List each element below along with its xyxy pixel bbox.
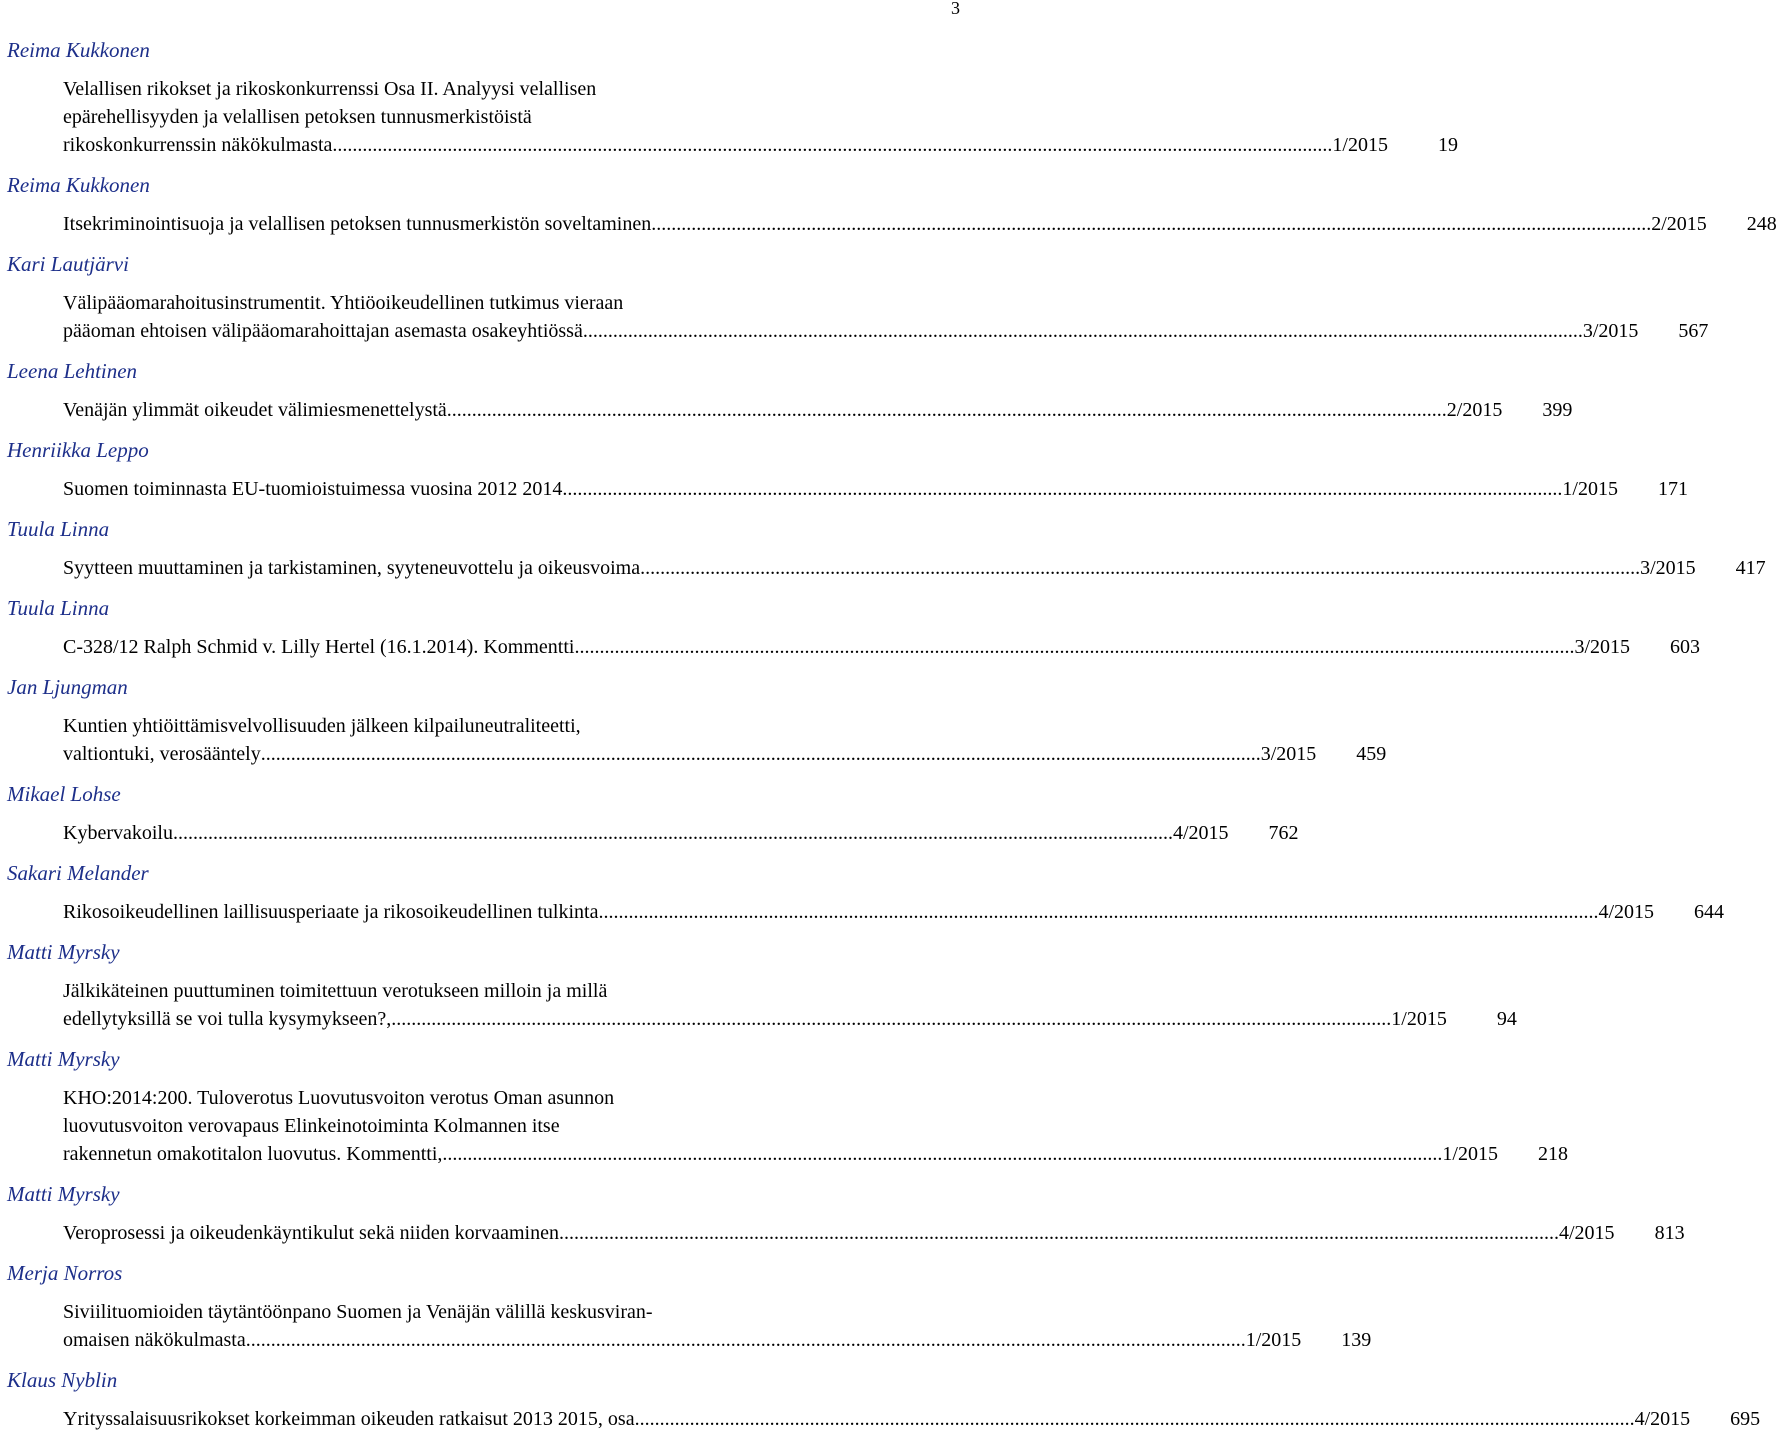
title-last-line <box>63 1405 1761 1433</box>
author-name: Klaus Nyblin <box>7 1368 118 1392</box>
dot-leader: ........................................................................................................................................................................................................ <box>391 1008 1392 1030</box>
page-reference: 695 <box>1730 1408 1761 1430</box>
dot-leader: ........................................................................................................................................................................................................ <box>442 1143 1443 1165</box>
index-entry <box>7 859 1725 926</box>
article-title <box>63 819 1299 847</box>
article-title <box>63 210 1777 238</box>
article-title <box>63 898 1725 926</box>
title-line: valtiontuki, verosääntely <box>63 743 261 765</box>
page-reference: 813 <box>1654 1222 1685 1244</box>
index-entry <box>7 594 1700 661</box>
index-entries <box>7 36 1777 1445</box>
article-title <box>63 75 1458 159</box>
author-name: Matti Myrsky <box>7 940 120 964</box>
title-last-line <box>63 554 1766 582</box>
article-title <box>63 1298 1372 1354</box>
article-title <box>63 396 1573 424</box>
title-line: edellytyksillä se voi tulla kysymykseen?, <box>63 1008 392 1030</box>
article-title <box>63 554 1766 582</box>
index-entry <box>7 1259 1372 1354</box>
article-title <box>63 289 1709 345</box>
dot-leader: ........................................................................................................................................................................................................ <box>634 1408 1635 1430</box>
issue-number: 1/2015 <box>1332 134 1388 156</box>
dot-leader: ........................................................................................................................................................................................................ <box>172 822 1173 844</box>
index-entry <box>7 1180 1685 1247</box>
issue-number: 3/2015 <box>1582 320 1639 342</box>
title-last-line <box>63 898 1725 926</box>
page-reference: 644 <box>1694 901 1725 923</box>
title-line: Kuntien yhtiöittämisvelvollisuuden jälkeen kilpailuneutraliteetti, <box>63 715 581 737</box>
issue-number: 1/2015 <box>1562 478 1618 500</box>
article-title <box>63 633 1700 661</box>
title-line: luovutusvoiton verovapaus Elinkeinotoiminta Kolmannen itse <box>63 1115 560 1137</box>
dot-leader: ........................................................................................................................................................................................................ <box>562 478 1563 500</box>
index-entry <box>7 1045 1568 1168</box>
author-name: Mikael Lohse <box>7 782 121 806</box>
author-name: Leena Lehtinen <box>7 359 138 383</box>
issue-number: 1/2015 <box>1391 1008 1447 1030</box>
page-reference: 248 <box>1746 213 1777 235</box>
author-name: Henriikka Leppo <box>7 438 149 462</box>
title-line: Yrityssalaisuusrikokset korkeimman oikeuden ratkaisut 2013 2015, osa <box>63 1408 635 1430</box>
title-last-line <box>63 633 1700 661</box>
author-name: Reima Kukkonen <box>7 173 150 197</box>
title-last-line <box>63 210 1777 238</box>
author-name: Matti Myrsky <box>7 1047 120 1071</box>
title-last-line <box>63 317 1709 345</box>
title-line: Veroprosessi ja oikeudenkäyntikulut sekä niiden korvaaminen <box>63 1222 559 1244</box>
title-line: KHO:2014:200. Tuloverotus Luovutusvoiton verotus Oman asunnon <box>63 1087 615 1109</box>
issue-number: 3/2015 <box>1640 557 1696 579</box>
article-title <box>63 712 1387 768</box>
title-line: Velallisen rikokset ja rikoskonkurrenssi Osa II. Analyysi velallisen <box>63 78 597 100</box>
title-last-line <box>63 1326 1372 1354</box>
author-name: Jan Ljungman <box>7 675 128 699</box>
author-name: Matti Myrsky <box>7 1182 120 1206</box>
issue-number: 3/2015 <box>1260 743 1317 765</box>
title-line: Rikosoikeudellinen laillisuusperiaate ja rikosoikeudellinen tulkinta <box>63 901 599 923</box>
issue-number: 1/2015 <box>1442 1143 1498 1165</box>
author-name: Tuula Linna <box>7 596 110 620</box>
page-reference: 762 <box>1268 822 1299 844</box>
title-line: C-328/12 Ralph Schmid v. Lilly Hertel (16.1.2014). Kommentti <box>63 636 575 658</box>
article-title <box>63 1219 1685 1247</box>
title-last-line <box>63 475 1688 503</box>
title-last-line <box>63 1219 1685 1247</box>
issue-number: 4/2015 <box>1172 822 1229 844</box>
page-reference: 171 <box>1657 478 1688 500</box>
page-reference: 603 <box>1670 636 1700 658</box>
title-last-line <box>63 819 1299 847</box>
title-line: Venäjän ylimmät oikeudet välimiesmenettelystä <box>63 399 447 421</box>
article-title <box>63 977 1517 1033</box>
dot-leader: ........................................................................................................................................................................................................ <box>598 901 1599 923</box>
index-entry <box>7 1366 1761 1433</box>
index-entry <box>7 515 1766 582</box>
issue-number: 2/2015 <box>1446 399 1503 421</box>
page-reference: 567 <box>1678 320 1709 342</box>
page-reference: 218 <box>1537 1143 1568 1165</box>
page-number: 3 <box>951 0 960 18</box>
author-name: Merja Norros <box>7 1261 123 1285</box>
page-reference: 459 <box>1356 743 1387 765</box>
dot-leader: ........................................................................................................................................................................................................ <box>446 399 1447 421</box>
article-title <box>63 1084 1568 1168</box>
title-last-line <box>63 1140 1568 1168</box>
title-line: Suomen toiminnasta EU-tuomioistuimessa vuosina 2012 2014 <box>63 478 563 500</box>
index-entry <box>7 171 1777 238</box>
title-last-line <box>63 396 1573 424</box>
index-entry <box>7 938 1517 1033</box>
dot-leader: ........................................................................................................................................................................................................ <box>574 636 1575 658</box>
dot-leader: ........................................................................................................................................................................................................ <box>582 320 1583 342</box>
title-line: Välipääomarahoitusinstrumentit. Yhtiöoikeudellinen tutkimus vieraan <box>63 292 624 314</box>
dot-leader: ........................................................................................................................................................................................................ <box>332 134 1333 156</box>
author-name: Reima Kukkonen <box>7 38 150 62</box>
dot-leader: ........................................................................................................................................................................................................ <box>559 1222 1559 1244</box>
author-name: Sakari Melander <box>7 861 149 885</box>
index-entry <box>7 357 1573 424</box>
title-line: epärehellisyyden ja velallisen petoksen tunnusmerkistöistä <box>63 106 532 128</box>
index-entry <box>7 780 1299 847</box>
index-entry <box>7 436 1688 503</box>
title-line: pääoman ehtoisen välipääomarahoittajan asemasta osakeyhtiössä <box>63 320 583 342</box>
issue-number: 3/2015 <box>1574 636 1630 658</box>
dot-leader: ........................................................................................................................................................................................................ <box>651 213 1652 235</box>
page-reference: 19 <box>1437 134 1458 156</box>
index-entry <box>7 36 1458 159</box>
dot-leader: ........................................................................................................................................................................................................ <box>260 743 1261 765</box>
title-line: Siviilituomioiden täytäntöönpano Suomen ja Venäjän välillä keskusviran- <box>63 1301 653 1323</box>
page-reference: 399 <box>1542 399 1573 421</box>
title-last-line <box>63 740 1387 768</box>
article-title <box>63 475 1688 503</box>
page-reference: 94 <box>1496 1008 1517 1030</box>
title-line: Itsekriminointisuoja ja velallisen petoksen tunnusmerkistön soveltaminen <box>63 213 652 235</box>
author-name: Tuula Linna <box>7 517 110 541</box>
title-line: rikoskonkurrenssin näkökulmasta <box>63 134 333 156</box>
page-reference: 139 <box>1341 1329 1372 1351</box>
title-line: rakennetun omakotitalon luovutus. Kommentti, <box>63 1143 443 1165</box>
title-line: Kybervakoilu <box>63 822 173 844</box>
page-reference: 417 <box>1735 557 1766 579</box>
issue-number: 4/2015 <box>1598 901 1655 923</box>
index-entry <box>7 673 1387 768</box>
title-line: Jälkikäteinen puuttuminen toimitettuun verotukseen milloin ja millä <box>63 980 608 1002</box>
issue-number: 4/2015 <box>1634 1408 1691 1430</box>
title-last-line <box>63 131 1458 159</box>
title-line: omaisen näkökulmasta <box>63 1329 246 1351</box>
title-line: Syytteen muuttaminen ja tarkistaminen, syyteneuvottelu ja oikeusvoima <box>63 557 641 579</box>
article-title <box>63 1405 1761 1433</box>
issue-number: 2/2015 <box>1651 213 1707 235</box>
author-name: Kari Lautjärvi <box>7 252 129 276</box>
dot-leader: ........................................................................................................................................................................................................ <box>640 557 1641 579</box>
issue-number: 1/2015 <box>1245 1329 1302 1351</box>
dot-leader: ........................................................................................................................................................................................................ <box>245 1329 1246 1351</box>
title-last-line <box>63 1005 1517 1033</box>
index-entry <box>7 250 1709 345</box>
issue-number: 4/2015 <box>1559 1222 1615 1244</box>
